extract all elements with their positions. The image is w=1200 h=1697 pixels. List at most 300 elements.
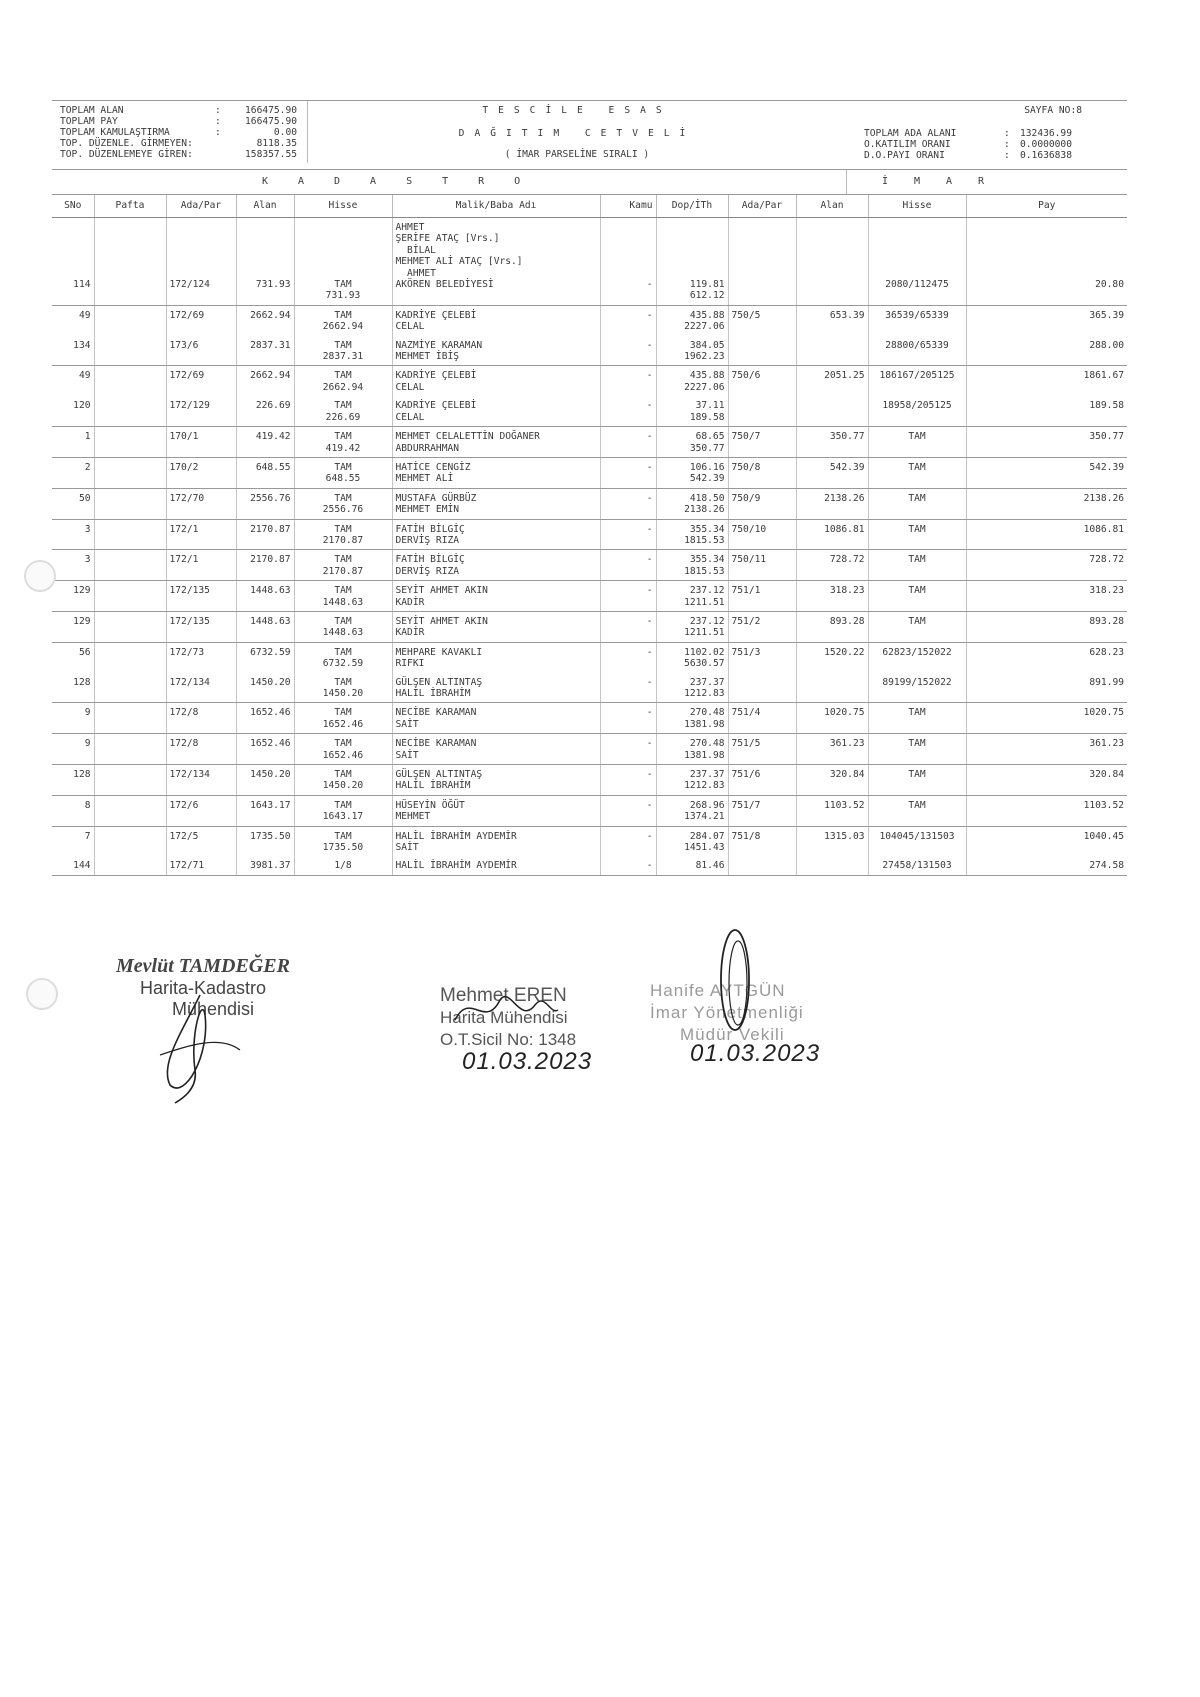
sno-cell: 3 (52, 519, 94, 550)
dop-cell: 268.96 1374.21 (656, 795, 728, 826)
pafta-cell (94, 611, 166, 642)
owner-cell: GÜLŞEN ALTINTAŞ HALİL İBRAHİM (392, 673, 600, 703)
ada-par-cell: 172/129 (166, 396, 236, 426)
owner-cell: FATİH BİLGİÇ DERVİŞ RIZA (392, 550, 600, 581)
pay-cell: 20.80 (966, 218, 1127, 306)
owner-cell: HÜSEYİN ÖĞÜT MEHMET (392, 795, 600, 826)
dop-cell: 237.37 1212.83 (656, 673, 728, 703)
table-row (52, 856, 1127, 875)
owner-cell: KADRİYE ÇELEBİ CELAL (392, 305, 600, 335)
table-row (52, 581, 1127, 612)
owner-cell: MUSTAFA GÜRBÜZ MEHMET EMİN (392, 488, 600, 519)
area-cell: 1450.20 (236, 765, 294, 796)
signature-scribble-1 (140, 975, 260, 1105)
column-header: Kamu (600, 195, 656, 218)
pay-cell: 189.58 (966, 396, 1127, 426)
share-cell: TAM 1450.20 (294, 765, 392, 796)
owner-cell: AHMET ŞERİFE ATAÇ [Vrs.] BİLAL MEHMET ALİ ATAÇ [Vrs.] AHMET AKÖREN BELEDİYESİ (392, 218, 600, 306)
sno-cell: 2 (52, 457, 94, 488)
section-titles (52, 170, 1127, 195)
ada-par-cell: 172/124 (166, 218, 236, 306)
imar-area-cell: 653.39 (796, 305, 868, 335)
pay-cell: 1103.52 (966, 795, 1127, 826)
area-cell: 2837.31 (236, 336, 294, 366)
pafta-cell (94, 550, 166, 581)
total-row: TOPLAM ALAN : 166475.90 (60, 105, 297, 116)
sno-cell: 56 (52, 642, 94, 672)
signature-date: 01.03.2023 (690, 1040, 821, 1067)
imar-share-cell: TAM (868, 457, 966, 488)
total-label: TOP. DÜZENLE. GİRMEYEN: (60, 138, 193, 149)
sno-cell: 134 (52, 336, 94, 366)
imar-ada-par-cell: 751/4 (728, 703, 796, 734)
punch-hole (26, 978, 58, 1010)
owner-cell: HALİL İBRAHİM AYDEMİR SAİT (392, 826, 600, 856)
imar-share-cell: TAM (868, 795, 966, 826)
pafta-cell (94, 218, 166, 306)
owner-cell: FATİH BİLGİÇ DERVİŞ RIZA (392, 519, 600, 550)
public-cell: - (600, 734, 656, 765)
sno-cell: 7 (52, 826, 94, 856)
signer-title: Harita-Kadastro (140, 978, 267, 998)
imar-ada-par-cell: 751/1 (728, 581, 796, 612)
imar-share-cell: 27458/131503 (868, 856, 966, 875)
sno-cell: 9 (52, 703, 94, 734)
pay-cell: 318.23 (966, 581, 1127, 612)
public-cell: - (600, 642, 656, 672)
total-value: 166475.90 (245, 105, 297, 116)
pay-cell: 893.28 (966, 611, 1127, 642)
share-cell: TAM 1652.46 (294, 703, 392, 734)
table-row (52, 703, 1127, 734)
share-cell: TAM 226.69 (294, 396, 392, 426)
pafta-cell (94, 519, 166, 550)
public-cell: - (600, 581, 656, 612)
sno-cell: 129 (52, 581, 94, 612)
public-cell: - (600, 457, 656, 488)
table-row (52, 427, 1127, 458)
ada-par-cell: 172/69 (166, 305, 236, 335)
column-header: Pay (966, 195, 1127, 218)
column-header: Ada/Par (166, 195, 236, 218)
imar-area-cell: 728.72 (796, 550, 868, 581)
area-cell: 1450.20 (236, 673, 294, 703)
owner-cell: HALİL İBRAHİM AYDEMİR (392, 856, 600, 875)
pay-cell: 1040.45 (1083, 830, 1124, 842)
share-cell: TAM 2170.87 (294, 550, 392, 581)
owner-cell: MEHMET CELALETTİN DOĞANER ABDURRAHMAN (392, 427, 600, 458)
sno-cell: 3 (52, 550, 94, 581)
pay-cell: 1086.81 (966, 519, 1127, 550)
section-imar: İMAR (882, 176, 1011, 187)
signer-title: Mühendisi (172, 999, 255, 1019)
distribution-table-document (52, 100, 1127, 876)
share-cell: TAM 2170.87 (294, 519, 392, 550)
imar-ada-par-cell: 750/5 (728, 305, 796, 335)
pay-cell: 891.99 (966, 673, 1127, 703)
imar-area-cell (796, 336, 868, 366)
signature-date: 01.03.2023 (462, 1048, 593, 1075)
ada-par-cell: 172/135 (166, 581, 236, 612)
dop-cell: 270.48 1381.98 (656, 703, 728, 734)
dop-cell: 106.16 542.39 (656, 457, 728, 488)
owner-cell: SEYİT AHMET AKIN KADİR (392, 611, 600, 642)
pafta-cell (94, 427, 166, 458)
table-row (52, 765, 1127, 796)
ada-par-cell: 172/134 (166, 765, 236, 796)
public-cell: - (600, 427, 656, 458)
public-cell: - (600, 305, 656, 335)
ratio-row: D.O.PAYI ORANI : 0.1636838 (864, 150, 1122, 161)
column-header: Alan (236, 195, 294, 218)
area-cell: 1448.63 (236, 611, 294, 642)
table-row (52, 366, 1127, 396)
public-cell: - (600, 795, 656, 826)
public-cell: - (600, 550, 656, 581)
share-cell: TAM 1643.17 (294, 795, 392, 826)
ratios-block (864, 105, 1122, 161)
owner-cell: NECİBE KARAMAN SAİT (392, 703, 600, 734)
dop-cell: 418.50 2138.26 (656, 488, 728, 519)
share-cell: TAM 2662.94 (294, 366, 392, 396)
public-cell: - (600, 826, 656, 856)
public-cell: - (600, 366, 656, 396)
dop-cell: 119.81 612.12 (656, 218, 728, 306)
imar-share-cell: TAM (868, 734, 966, 765)
column-header: Alan (796, 195, 868, 218)
sno-cell: 128 (52, 765, 94, 796)
imar-share-cell: TAM (868, 550, 966, 581)
section-kadastro: KADASTRO (262, 176, 551, 187)
signer-name: Hanife AYTGÜN (650, 981, 786, 1000)
imar-share-cell: 18958/205125 (868, 396, 966, 426)
share-cell: TAM 6732.59 (294, 642, 392, 672)
ada-par-cell: 172/5 (166, 826, 236, 856)
sno-cell: 120 (52, 396, 94, 426)
imar-area-cell: 361.23 (796, 734, 868, 765)
sno-cell: 114 (52, 218, 94, 306)
signer-title: İmar Yönetmenliği (650, 1003, 804, 1022)
total-value: 0.00 (273, 127, 297, 138)
area-cell: 2170.87 (236, 519, 294, 550)
ratio-label: TOPLAM ADA ALANI (864, 128, 957, 139)
ratio-row: TOPLAM ADA ALANI : 132436.99 (864, 128, 1122, 139)
imar-area-cell (796, 396, 868, 426)
total-label: TOPLAM PAY (60, 116, 118, 127)
total-value: 8118.35 (256, 138, 297, 149)
table-row (52, 642, 1127, 672)
ada-par-cell: 172/73 (166, 642, 236, 672)
pafta-cell (94, 581, 166, 612)
table-header-row (52, 195, 1127, 218)
sno-cell: 49 (52, 366, 94, 396)
area-cell: 1448.63 (236, 581, 294, 612)
pafta-cell (94, 703, 166, 734)
table-row (52, 396, 1127, 426)
dop-cell: 435.88 2227.06 (656, 366, 728, 396)
pay-cell: 288.00 (966, 336, 1127, 366)
dop-cell: 284.07 1451.43 (656, 826, 728, 856)
ada-par-cell: 170/1 (166, 427, 236, 458)
imar-share-cell: TAM (868, 703, 966, 734)
sno-cell: 49 (52, 305, 94, 335)
distribution-table (52, 195, 1127, 876)
area-cell: 648.55 (236, 457, 294, 488)
ada-par-cell: 172/1 (166, 550, 236, 581)
signer-name: Mevlüt TAMDEĞER (116, 955, 290, 977)
ratio-value: 132436.99 (1020, 128, 1072, 139)
pafta-cell (94, 396, 166, 426)
dop-cell: 237.12 1211.51 (656, 611, 728, 642)
totals-block (60, 105, 310, 160)
pay-cell: 542.39 (966, 457, 1127, 488)
table-row (52, 336, 1127, 366)
document-header (52, 100, 1127, 170)
imar-area-cell: 893.28 (796, 611, 868, 642)
dop-cell: 81.46 (656, 856, 728, 875)
signer-registry: O.T.Sicil No: 1348 (440, 1030, 577, 1049)
imar-share-cell: 104045/131503 (868, 826, 966, 856)
pafta-cell (94, 457, 166, 488)
signature-scribble-2 (450, 980, 560, 1040)
ada-par-cell: 172/135 (166, 611, 236, 642)
imar-ada-par-cell: 750/7 (728, 427, 796, 458)
share-cell: 1/8 (294, 856, 392, 875)
signer-name: Mehmet EREN (440, 985, 567, 1006)
pay-cell: 728.72 (966, 550, 1127, 581)
pafta-cell (94, 795, 166, 826)
owner-cell: KADRİYE ÇELEBİ CELAL (392, 396, 600, 426)
imar-share-cell: 2080/112475 (868, 218, 966, 306)
area-cell: 1735.50 (236, 826, 294, 856)
total-label: TOPLAM ALAN (60, 105, 124, 116)
dop-cell: 1102.02 5630.57 (656, 642, 728, 672)
imar-area-cell: 2051.25 (796, 366, 868, 396)
imar-ada-par-cell: 750/6 (728, 366, 796, 396)
sno-cell: 1 (52, 427, 94, 458)
area-cell: 2170.87 (236, 550, 294, 581)
area-cell: 226.69 (236, 396, 294, 426)
owner-cell: SEYİT AHMET AKIN KADİR (392, 581, 600, 612)
imar-ada-par-cell: 750/10 (728, 519, 796, 550)
imar-share-cell: TAM (868, 488, 966, 519)
total-row (60, 149, 310, 160)
imar-ada-par-cell: 750/9 (728, 488, 796, 519)
imar-ada-par-cell (728, 336, 796, 366)
pay-cell: 365.39 (1089, 309, 1124, 321)
share-cell: TAM 2662.94 (294, 305, 392, 335)
total-row (60, 138, 310, 149)
share-cell: TAM 2556.76 (294, 488, 392, 519)
pay-cell: 320.84 (966, 765, 1127, 796)
imar-share-cell: TAM (868, 611, 966, 642)
imar-share-cell: 62823/152022 (868, 642, 966, 672)
ada-par-cell: 172/8 (166, 703, 236, 734)
public-cell: - (600, 765, 656, 796)
imar-share-cell: 89199/152022 (868, 673, 966, 703)
imar-ada-par-cell (728, 856, 796, 875)
dop-cell: 435.88 2227.06 (656, 305, 728, 335)
ada-par-cell: 172/70 (166, 488, 236, 519)
column-header: Ada/Par (728, 195, 796, 218)
ada-par-cell: 170/2 (166, 457, 236, 488)
imar-area-cell: 1520.22 (796, 642, 868, 672)
public-cell: - (600, 336, 656, 366)
imar-area-cell: 1086.81 (796, 519, 868, 550)
total-value: 158357.55 (245, 149, 297, 160)
dop-cell: 384.05 1962.23 (656, 336, 728, 366)
total-value: 166475.90 (245, 116, 297, 127)
owner-cell: GÜLŞEN ALTINTAŞ HALİL İBRAHİM (392, 765, 600, 796)
imar-area-cell: 318.23 (796, 581, 868, 612)
pafta-cell (94, 336, 166, 366)
ratio-label: O.KATILIM ORANI (864, 139, 951, 150)
total-label: TOPLAM KAMULAŞTIRMA (60, 127, 170, 138)
area-cell: 2662.94 (236, 305, 294, 335)
page-number: SAYFA NO:8 (1024, 105, 1082, 116)
dop-cell: 355.34 1815.53 (656, 550, 728, 581)
table-row (52, 550, 1127, 581)
area-cell: 731.93 (236, 218, 294, 306)
table-row (52, 611, 1127, 642)
imar-area-cell: 1103.52 (796, 795, 868, 826)
sno-cell: 8 (52, 795, 94, 826)
table-row (52, 218, 1127, 306)
share-cell: TAM 1652.46 (294, 734, 392, 765)
imar-share-cell: 186167/205125 (868, 366, 966, 396)
ada-par-cell: 172/71 (166, 856, 236, 875)
table-row (52, 488, 1127, 519)
pafta-cell (94, 734, 166, 765)
imar-area-cell (796, 856, 868, 875)
pay-cell: 274.58 (966, 856, 1127, 875)
share-cell: TAM 731.93 (294, 218, 392, 306)
share-cell: TAM 1735.50 (294, 826, 392, 856)
dop-cell: 37.11 189.58 (656, 396, 728, 426)
sno-cell: 9 (52, 734, 94, 765)
document-sort-note: ( İMAR PARSELİNE SIRALI ) (504, 149, 650, 160)
share-cell: TAM 1448.63 (294, 581, 392, 612)
total-row: TOPLAM KAMULAŞTIRMA : 0.00 (60, 127, 297, 138)
imar-area-cell: 350.77 (796, 427, 868, 458)
pay-cell: 350.77 (966, 427, 1127, 458)
imar-area-cell: 320.84 (796, 765, 868, 796)
table-row (52, 457, 1127, 488)
imar-ada-par-cell: 750/8 (728, 457, 796, 488)
pafta-cell (94, 856, 166, 875)
share-cell: TAM 1448.63 (294, 611, 392, 642)
owner-cell: NECİBE KARAMAN SAİT (392, 734, 600, 765)
ratio-value: 0.0000000 (1020, 139, 1072, 150)
imar-ada-par-cell (728, 396, 796, 426)
public-cell: - (600, 856, 656, 875)
table-row (52, 673, 1127, 703)
column-header: Hisse (294, 195, 392, 218)
imar-area-cell: 1315.03 (796, 826, 868, 856)
imar-ada-par-cell: 750/11 (728, 550, 796, 581)
imar-share-cell: 36539/65339 (868, 305, 966, 335)
imar-share-cell: TAM (868, 427, 966, 458)
ada-par-cell: 173/6 (166, 336, 236, 366)
owner-cell: HATİCE CENGİZ MEHMET ALİ (392, 457, 600, 488)
share-cell: TAM 419.42 (294, 427, 392, 458)
column-header: Malik/Baba Adı (392, 195, 600, 218)
area-cell: 419.42 (236, 427, 294, 458)
table-row (52, 795, 1127, 826)
column-header: Hisse (868, 195, 966, 218)
pay-cell: 361.23 (966, 734, 1127, 765)
area-cell: 2662.94 (236, 366, 294, 396)
ada-par-cell: 172/1 (166, 519, 236, 550)
public-cell: - (600, 611, 656, 642)
ratio-label: D.O.PAYI ORANI (864, 150, 945, 161)
area-cell: 1652.46 (236, 703, 294, 734)
table-row (52, 519, 1127, 550)
column-header: SNo (52, 195, 94, 218)
area-cell: 2556.76 (236, 488, 294, 519)
dop-cell: 68.65 350.77 (656, 427, 728, 458)
punch-hole (24, 560, 56, 592)
column-header: Pafta (94, 195, 166, 218)
pafta-cell (94, 826, 166, 856)
pafta-cell (94, 305, 166, 335)
dop-cell: 355.34 1815.53 (656, 519, 728, 550)
public-cell: - (600, 488, 656, 519)
document-title-block (312, 105, 842, 160)
imar-area-cell (796, 218, 868, 306)
imar-ada-par-cell: 751/3 (728, 642, 796, 672)
area-cell: 6732.59 (236, 642, 294, 672)
column-header: Dop/İTh (656, 195, 728, 218)
imar-share-cell: TAM (868, 519, 966, 550)
sno-cell: 144 (52, 856, 94, 875)
total-label: TOP. DÜZENLEMEYE GİREN: (60, 149, 193, 160)
imar-ada-par-cell (728, 673, 796, 703)
pafta-cell (94, 765, 166, 796)
area-cell: 3981.37 (236, 856, 294, 875)
total-row: TOPLAM PAY : 166475.90 (60, 116, 297, 127)
table-row (52, 826, 1127, 856)
imar-ada-par-cell: 751/8 (728, 826, 796, 856)
public-cell: - (600, 218, 656, 306)
sno-cell: 129 (52, 611, 94, 642)
sno-cell: 50 (52, 488, 94, 519)
table-row (52, 734, 1127, 765)
signature-scribble-3 (700, 925, 770, 1035)
dop-cell: 237.12 1211.51 (656, 581, 728, 612)
owner-cell: KADRİYE ÇELEBİ CELAL (392, 366, 600, 396)
signer-title: Müdür Vekili (680, 1025, 785, 1044)
public-cell: - (600, 519, 656, 550)
imar-share-cell: 28800/65339 (868, 336, 966, 366)
share-cell: TAM 648.55 (294, 457, 392, 488)
document-subtitle: DAĞITIM CETVELİ (458, 128, 696, 139)
imar-area-cell (796, 673, 868, 703)
imar-share-cell: TAM (868, 581, 966, 612)
sno-cell: 128 (52, 673, 94, 703)
pafta-cell (94, 673, 166, 703)
public-cell: - (600, 703, 656, 734)
pafta-cell (94, 488, 166, 519)
area-cell: 1652.46 (236, 734, 294, 765)
ada-par-cell: 172/69 (166, 366, 236, 396)
owner-cell: NAZMİYE KARAMAN MEHMET İBİŞ (392, 336, 600, 366)
public-cell: - (600, 673, 656, 703)
ada-par-cell: 172/6 (166, 795, 236, 826)
pay-cell: 1861.67 (1083, 370, 1124, 382)
table-row (52, 305, 1127, 335)
dop-cell: 237.37 1212.83 (656, 765, 728, 796)
